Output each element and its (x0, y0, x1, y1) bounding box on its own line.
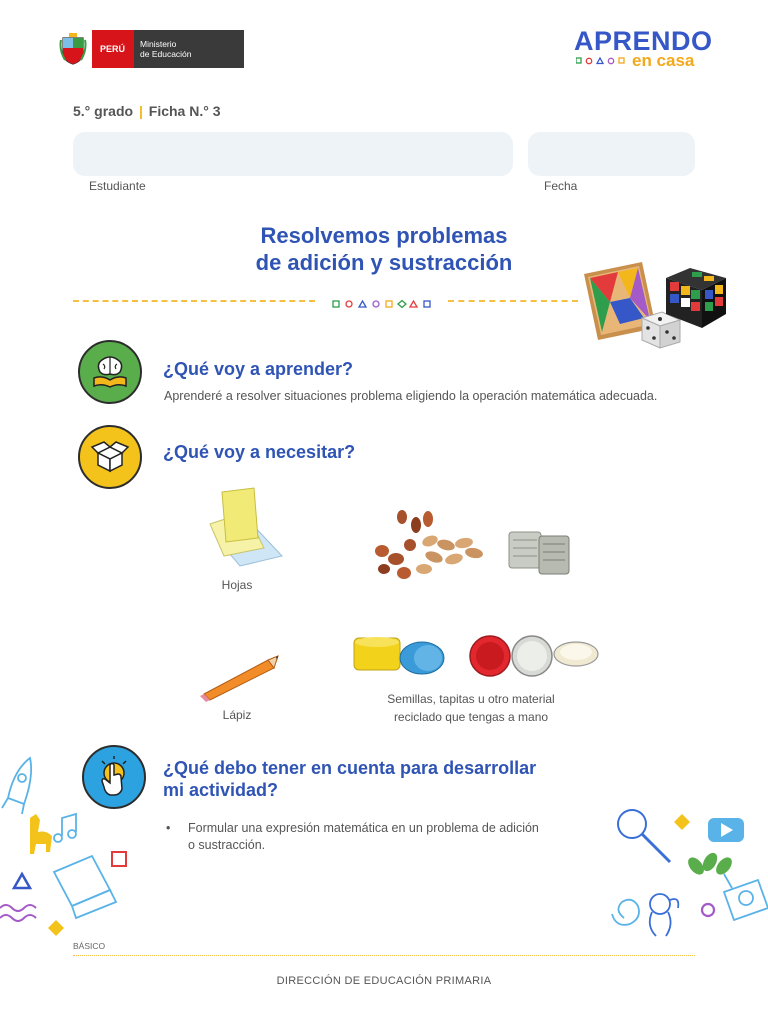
consider-bullet-item (188, 820, 608, 854)
coat-of-arms-icon (58, 30, 88, 68)
ministry-line-2: de Educación (140, 49, 192, 59)
sheet-label: Ficha N.° 3 (148, 103, 221, 119)
level-label: BÁSICO (73, 941, 106, 951)
ministry-line-1: Ministerio (140, 39, 177, 49)
learn-section-title: ¿Qué voy a aprender? (163, 359, 354, 379)
brand-subtitle: en casa (632, 51, 695, 70)
department-label: DIRECCIÓN DE EDUCACIÓN PRIMARIA (276, 975, 492, 987)
wave-lines-icon (0, 905, 36, 921)
monkey-icon (650, 894, 679, 936)
tangram-dice-cube-illustration (580, 258, 732, 355)
date-field-label: Fecha (544, 179, 578, 193)
triangle-shape-icon (14, 874, 30, 888)
brand-shapes-icon (576, 57, 628, 65)
spiral-icon (612, 900, 639, 925)
page-title (150, 222, 618, 276)
consider-title-line-2: mi actividad? (163, 780, 279, 800)
diamond-shape-icon (674, 814, 690, 830)
right-decoration-doodles (608, 800, 768, 951)
llama-icon (30, 814, 52, 854)
sheets-illustration (200, 484, 286, 575)
seeds-illustration (370, 505, 490, 596)
brain-book-icon (78, 340, 142, 404)
circle-shape-icon (702, 904, 714, 916)
seeds-caption-line-1: Semillas, tapitas u otro material (387, 692, 555, 706)
music-note-icon (54, 814, 76, 842)
pencil-illustration (198, 654, 282, 707)
consider-section-title (163, 757, 673, 801)
open-box-icon (78, 425, 142, 489)
magnifier-icon (618, 810, 670, 862)
divider-right (448, 300, 578, 302)
diamond-shape-icon (48, 920, 64, 936)
play-button-icon (708, 818, 744, 842)
learn-section-body: Aprenderé a resolver situaciones problema eligiendo la operación matemática adecuada. (164, 389, 658, 403)
pencil-caption: Lápiz (222, 708, 252, 722)
left-decoration-doodles (0, 752, 130, 949)
radio-icon (724, 874, 768, 920)
laptop-icon (54, 856, 116, 918)
gov-country-label: PERÚ (92, 30, 134, 68)
consider-bullet-line-2: o sustracción. (188, 838, 266, 852)
student-name-field[interactable] (73, 132, 513, 176)
student-field-label: Estudiante (89, 179, 146, 193)
consider-bullet-line-1: Formular una expresión matemática en un problema de adición (188, 821, 539, 835)
gov-ministry-label (134, 30, 244, 68)
seeds-caption-line-2: reciclado que tengas a mano (393, 710, 549, 724)
rocket-icon (2, 758, 31, 814)
consider-title-line-1: ¿Qué debo tener en cuenta para desarrollar (163, 758, 537, 778)
grade-label: 5.° grado (73, 103, 134, 119)
footer-divider (73, 955, 695, 956)
grade-separator: | (138, 103, 143, 119)
seeds-caption (352, 690, 590, 726)
sprout-icon (685, 850, 735, 877)
grade-and-sheet (73, 103, 221, 119)
divider-left (73, 300, 315, 302)
square-shape-icon (112, 852, 126, 866)
aprendo-en-casa-logo (574, 26, 724, 74)
title-line-1: Resolvemos problemas (260, 223, 508, 248)
divider-shapes-icon (332, 296, 434, 314)
sheets-caption: Hojas (221, 578, 253, 592)
brand-title: APRENDO (574, 26, 713, 56)
government-logo (58, 30, 244, 68)
plastic-caps-illustration (352, 634, 604, 683)
need-section-title: ¿Qué voy a necesitar? (163, 442, 356, 462)
title-line-2: de adición y sustracción (255, 250, 513, 275)
date-field[interactable] (528, 132, 695, 176)
consider-bullet-mark: • (166, 821, 171, 835)
metal-caps-illustration (505, 526, 573, 583)
